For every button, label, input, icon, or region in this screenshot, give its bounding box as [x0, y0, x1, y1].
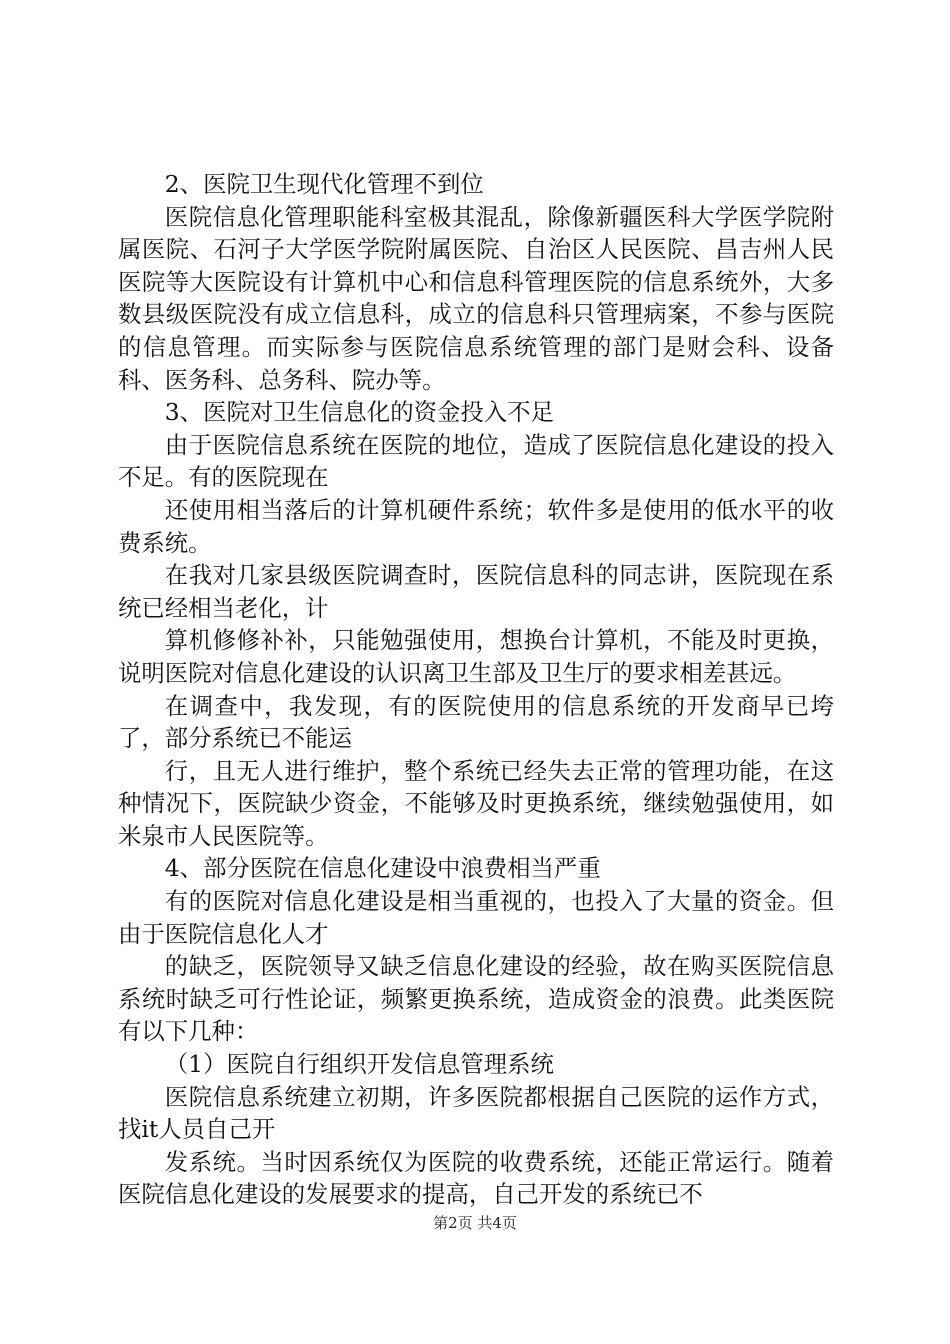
body-paragraph: 由于医院信息系统在医院的地位，造成了医院信息化建设的投入不足。有的医院现在: [118, 430, 834, 492]
body-paragraph: 医院信息系统建立初期，许多医院都根据自己医院的运作方式，找it人员自己开: [118, 1082, 834, 1144]
body-paragraph: 有的医院对信息化建设是相当重视的，也投入了大量的资金。但由于医院信息化人才: [118, 887, 834, 948]
body-paragraph: 在我对几家县级医院调查时，医院信息科的同志讲，医院现在系统已经相当老化，计: [118, 561, 834, 622]
body-paragraph: 在调查中，我发现，有的医院使用的信息系统的开发商早已垮了，部分系统已不能运: [118, 691, 834, 753]
subsection-heading-1: （1）医院自行组织开发信息管理系统: [164, 1050, 554, 1079]
body-paragraph: 医院信息化管理职能科室极其混乱，除像新疆医科大学医学院附属医院、石河子大学医学院附属医院、自治区人民医院、昌吉州人民医院等大医院设有计算机中心和信息科管理医院的信息系统外，大多数县级医院没有成立信息科，成立的信息科只管理病案，不参与医院的信息管理。而实际参与医院信息系统管理的部门是财会科、设备科、医务科、总务科、院办等。: [118, 202, 834, 394]
section-heading-4: 4、部分医院在信息化建设中浪费相当严重: [164, 854, 601, 883]
body-paragraph: 发系统。当时因系统仅为医院的收费系统，还能正常运行。随着医院信息化建设的发展要求的提高，自己开发的系统已不: [118, 1147, 834, 1209]
body-paragraph: 还使用相当落后的计算机硬件系统；软件多是使用的低水平的收费系统。: [118, 495, 834, 557]
document-body: [118, 168, 834, 1211]
body-paragraph: 的缺乏，医院领导又缺乏信息化建设的经验，故在购买医院信息系统时缺乏可行性论证，频繁更换系统，造成资金的浪费。此类医院有以下几种：: [118, 952, 834, 1046]
section-heading-2: 2、医院卫生现代化管理不到位: [164, 170, 484, 198]
body-paragraph: 行，且无人进行维护，整个系统已经失去正常的管理功能，在这种情况下，医院缺少资金，不能够及时更换系统，继续勉强使用，如米泉市人民医院等。: [118, 756, 834, 850]
body-paragraph: 算机修修补补，只能勉强使用，想换台计算机，不能及时更换，说明医院对信息化建设的认识离卫生部及卫生厅的要求相差甚远。: [118, 626, 834, 687]
page-number-footer: 第2页 共4页: [433, 1214, 517, 1232]
section-heading-3: 3、医院对卫生信息化的资金投入不足: [164, 398, 554, 427]
